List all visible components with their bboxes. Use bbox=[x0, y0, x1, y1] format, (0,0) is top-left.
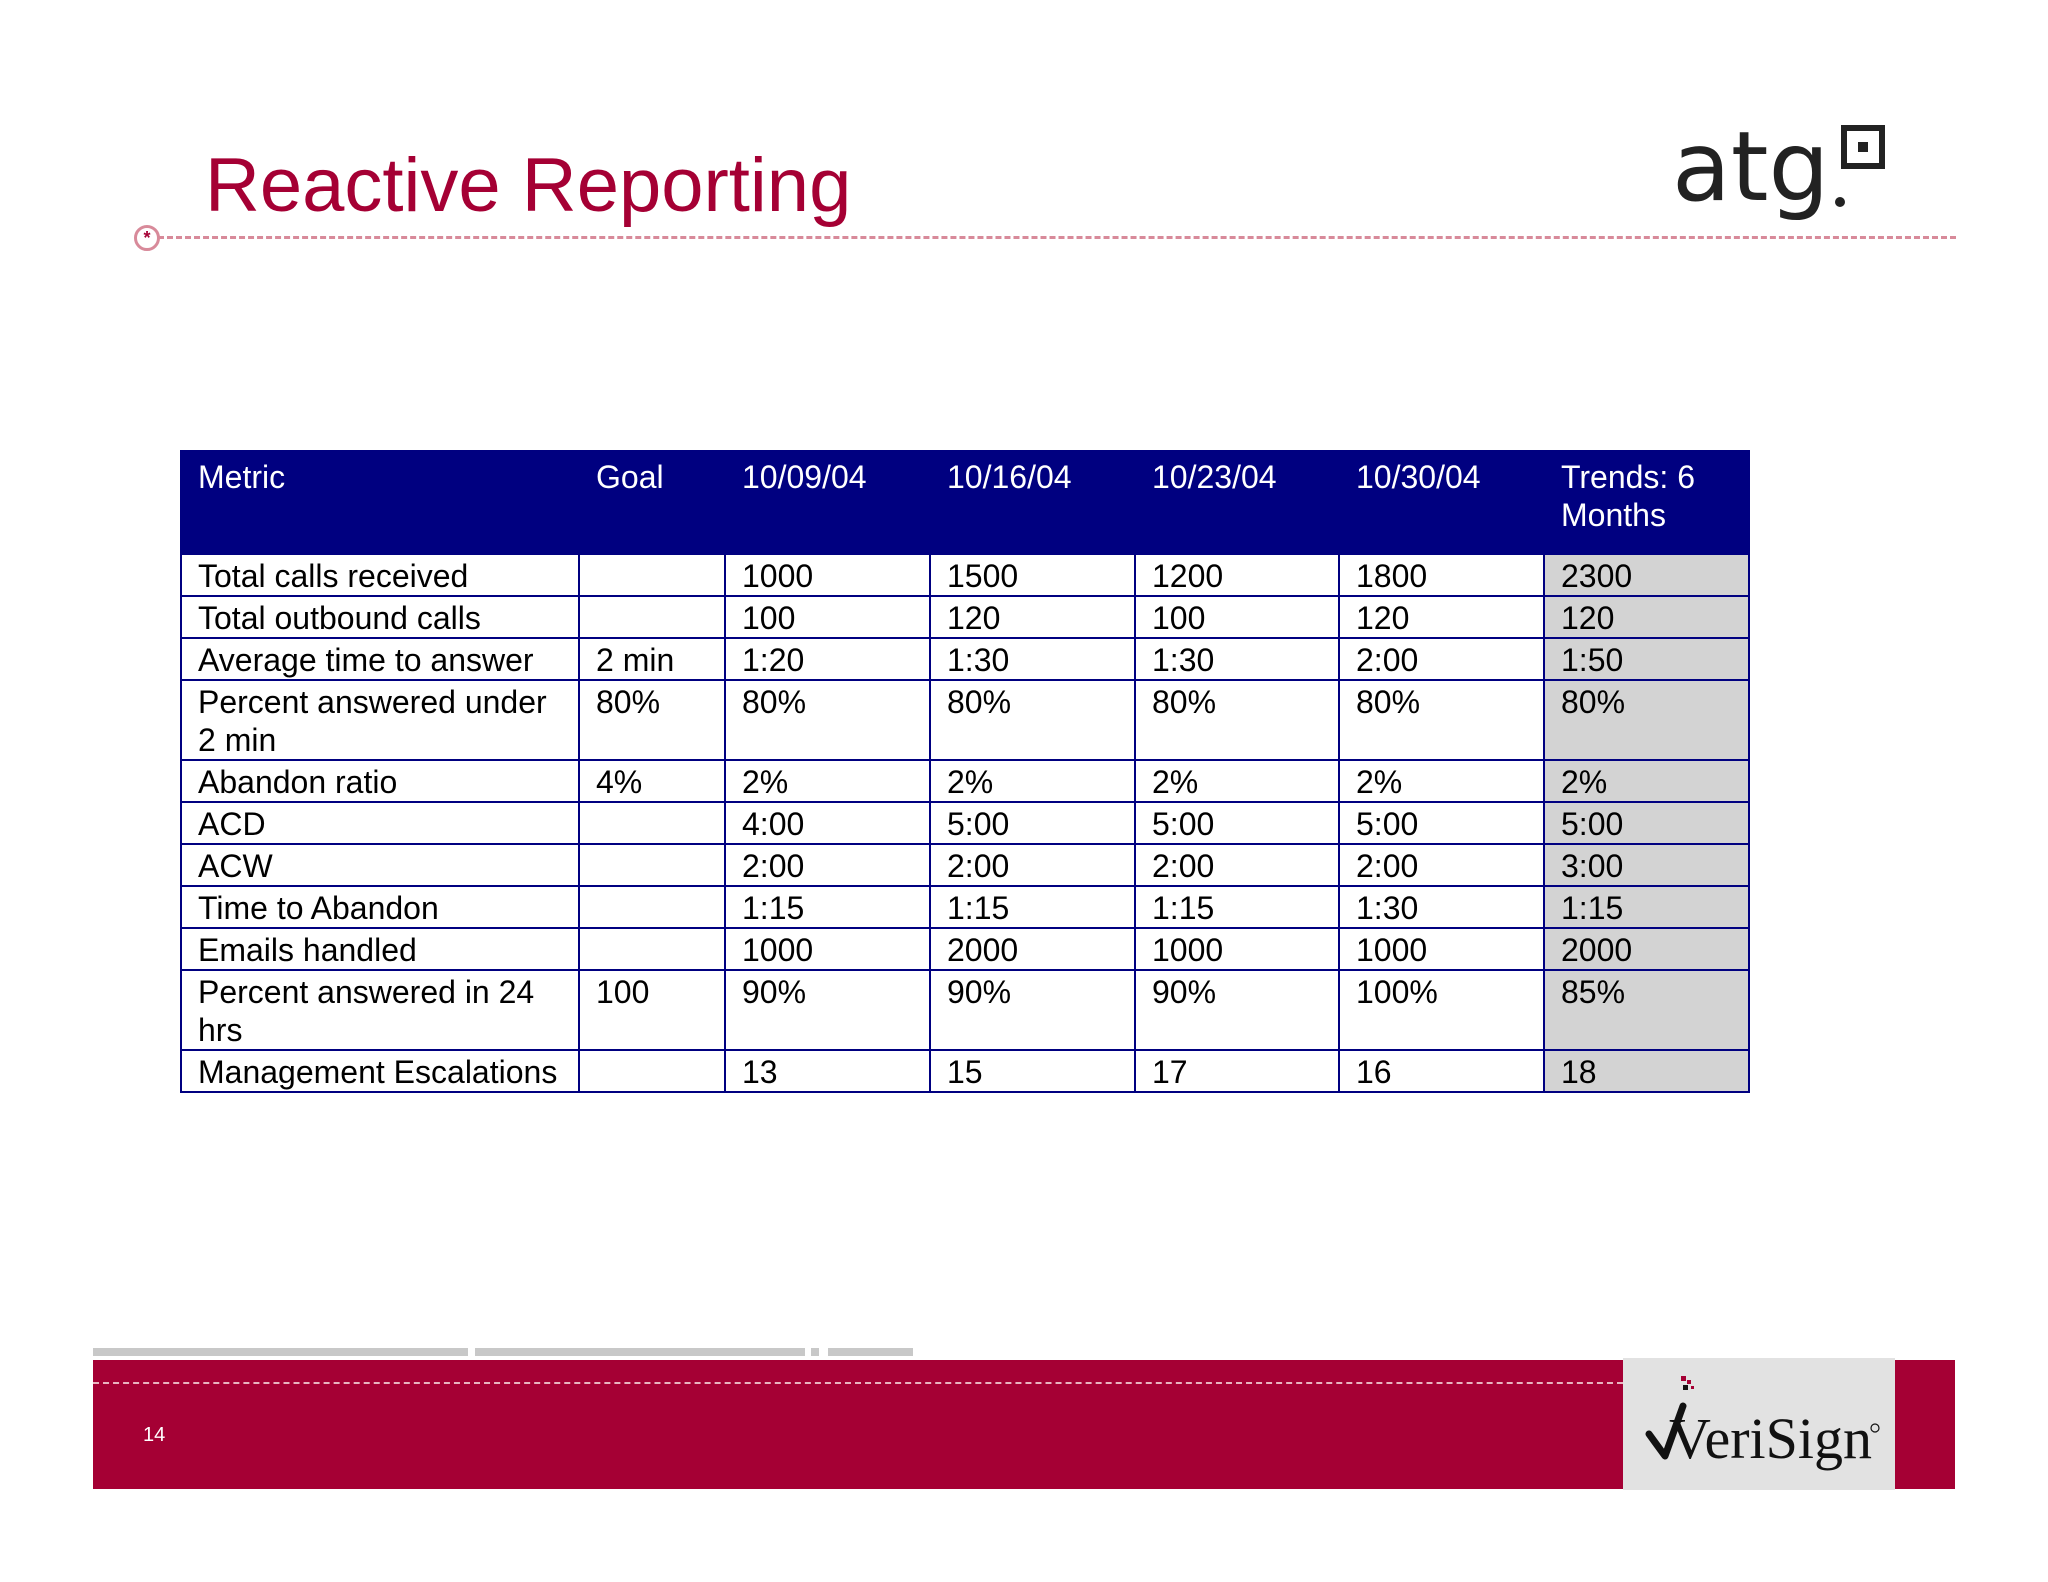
cell-metric: Abandon ratio bbox=[181, 760, 579, 802]
table-row bbox=[181, 553, 1749, 597]
cell-value: 90% bbox=[930, 970, 1135, 1050]
table-row bbox=[181, 970, 1749, 1050]
table-row bbox=[181, 760, 1749, 802]
cell-value: 4:00 bbox=[725, 802, 930, 844]
header-week-3: 10/23/04 bbox=[1135, 451, 1339, 553]
cell-trend: 1:50 bbox=[1544, 638, 1749, 680]
cell-value: 2% bbox=[1339, 760, 1544, 802]
table-row bbox=[181, 638, 1749, 680]
cell-trend: 5:00 bbox=[1544, 802, 1749, 844]
cell-value: 2% bbox=[1135, 760, 1339, 802]
header-divider bbox=[158, 236, 1956, 239]
cell-value: 1:15 bbox=[1135, 886, 1339, 928]
cell-goal: 2 min bbox=[579, 638, 725, 680]
cell-goal bbox=[579, 1050, 725, 1092]
header-week-4: 10/30/04 bbox=[1339, 451, 1544, 553]
footer-divider bbox=[93, 1382, 1623, 1384]
cell-metric: Total calls received bbox=[181, 553, 579, 597]
cell-trend: 18 bbox=[1544, 1050, 1749, 1092]
cell-goal bbox=[579, 596, 725, 638]
cell-value: 2:00 bbox=[1339, 638, 1544, 680]
cell-value: 5:00 bbox=[1135, 802, 1339, 844]
atg-logo bbox=[1672, 118, 1892, 233]
cell-value: 100 bbox=[725, 596, 930, 638]
cell-value: 1:30 bbox=[1135, 638, 1339, 680]
table-row bbox=[181, 596, 1749, 638]
cell-metric: Percent answered in 24 hrs bbox=[181, 970, 579, 1050]
verisign-logo bbox=[1623, 1358, 1895, 1490]
cell-value: 2000 bbox=[930, 928, 1135, 970]
cell-trend: 2000 bbox=[1544, 928, 1749, 970]
header-metric: Metric bbox=[181, 451, 579, 553]
cell-value: 80% bbox=[930, 680, 1135, 760]
cell-trend: 2300 bbox=[1544, 553, 1749, 597]
table-row bbox=[181, 680, 1749, 760]
cell-metric: ACD bbox=[181, 802, 579, 844]
cell-metric: Emails handled bbox=[181, 928, 579, 970]
cell-value: 90% bbox=[1135, 970, 1339, 1050]
cell-value: 5:00 bbox=[930, 802, 1135, 844]
cell-value: 2% bbox=[930, 760, 1135, 802]
cell-goal bbox=[579, 802, 725, 844]
cell-value: 80% bbox=[1135, 680, 1339, 760]
header-week-2: 10/16/04 bbox=[930, 451, 1135, 553]
cell-value: 15 bbox=[930, 1050, 1135, 1092]
cell-value: 17 bbox=[1135, 1050, 1339, 1092]
cell-value: 1000 bbox=[725, 553, 930, 597]
cell-value: 120 bbox=[1339, 596, 1544, 638]
cell-value: 2:00 bbox=[930, 844, 1135, 886]
cell-metric: Management Escalations bbox=[181, 1050, 579, 1092]
metrics-table bbox=[180, 450, 1750, 1093]
verisign-logo-text: VeriSign bbox=[1669, 1406, 1872, 1471]
cell-value: 100 bbox=[1135, 596, 1339, 638]
cell-trend: 80% bbox=[1544, 680, 1749, 760]
cell-metric: ACW bbox=[181, 844, 579, 886]
cell-goal: 4% bbox=[579, 760, 725, 802]
cell-trend: 1:15 bbox=[1544, 886, 1749, 928]
cell-value: 1:20 bbox=[725, 638, 930, 680]
table-row bbox=[181, 1050, 1749, 1092]
cell-goal: 100 bbox=[579, 970, 725, 1050]
cell-value: 1:30 bbox=[1339, 886, 1544, 928]
cell-value: 2:00 bbox=[1339, 844, 1544, 886]
cell-value: 2:00 bbox=[1135, 844, 1339, 886]
cell-value: 1500 bbox=[930, 553, 1135, 597]
cell-value: 100% bbox=[1339, 970, 1544, 1050]
header-rule-marker-icon: * bbox=[134, 225, 160, 251]
cell-value: 1:15 bbox=[930, 886, 1135, 928]
cell-value: 1000 bbox=[1135, 928, 1339, 970]
cell-value: 1:30 bbox=[930, 638, 1135, 680]
header-goal: Goal bbox=[579, 451, 725, 553]
cell-value: 13 bbox=[725, 1050, 930, 1092]
page-number: 14 bbox=[143, 1424, 166, 1446]
cell-metric: Average time to answer bbox=[181, 638, 579, 680]
table-row bbox=[181, 928, 1749, 970]
cell-value: 80% bbox=[725, 680, 930, 760]
footer-accent-bars bbox=[93, 1348, 913, 1356]
cell-value: 1800 bbox=[1339, 553, 1544, 597]
cell-goal bbox=[579, 553, 725, 597]
cell-trend: 3:00 bbox=[1544, 844, 1749, 886]
table-row bbox=[181, 802, 1749, 844]
cell-value: 120 bbox=[930, 596, 1135, 638]
cell-value: 5:00 bbox=[1339, 802, 1544, 844]
cell-goal bbox=[579, 844, 725, 886]
cell-value: 1000 bbox=[725, 928, 930, 970]
atg-logo-text: atg bbox=[1672, 118, 1830, 223]
table-row bbox=[181, 886, 1749, 928]
header-trends: Trends: 6 Months bbox=[1544, 451, 1749, 553]
cell-value: 80% bbox=[1339, 680, 1544, 760]
cell-value: 1:15 bbox=[725, 886, 930, 928]
cell-trend: 85% bbox=[1544, 970, 1749, 1050]
page-title: Reactive Reporting bbox=[205, 143, 852, 228]
cell-value: 16 bbox=[1339, 1050, 1544, 1092]
table-row bbox=[181, 844, 1749, 886]
cell-value: 90% bbox=[725, 970, 930, 1050]
cell-goal: 80% bbox=[579, 680, 725, 760]
cell-metric: Percent answered under 2 min bbox=[181, 680, 579, 760]
cell-trend: 2% bbox=[1544, 760, 1749, 802]
cell-value: 2:00 bbox=[725, 844, 930, 886]
cell-value: 2% bbox=[725, 760, 930, 802]
cell-metric: Time to Abandon bbox=[181, 886, 579, 928]
cell-value: 1200 bbox=[1135, 553, 1339, 597]
table-header-row bbox=[181, 451, 1749, 553]
cell-value: 1000 bbox=[1339, 928, 1544, 970]
cell-metric: Total outbound calls bbox=[181, 596, 579, 638]
header-week-1: 10/09/04 bbox=[725, 451, 930, 553]
cell-goal bbox=[579, 928, 725, 970]
cell-goal bbox=[579, 886, 725, 928]
cell-trend: 120 bbox=[1544, 596, 1749, 638]
